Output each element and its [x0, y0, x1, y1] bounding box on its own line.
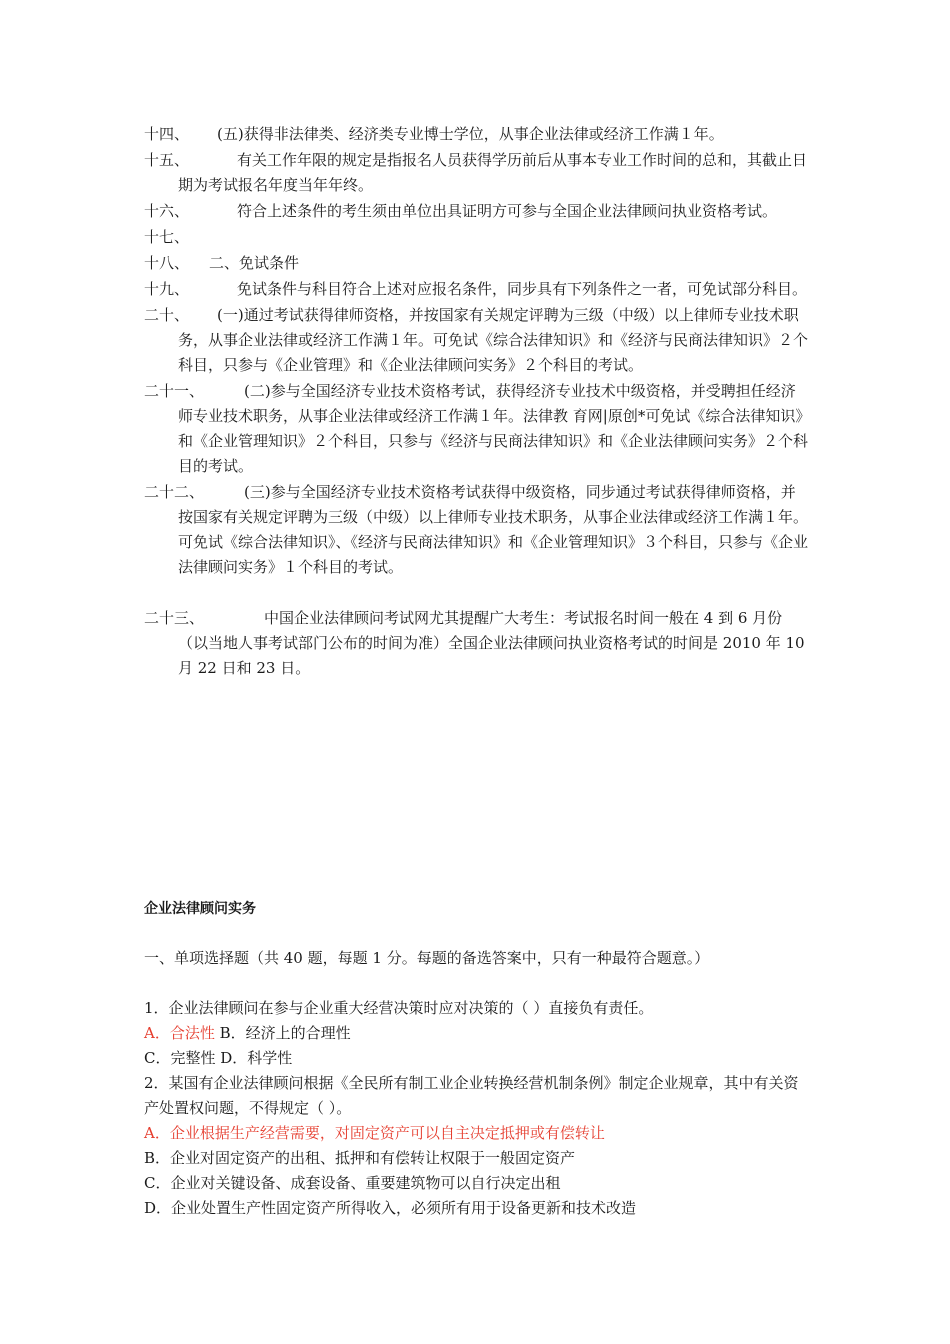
item-number: 十九、	[144, 280, 190, 298]
question-stem: 1．企业法律顾问在参与企业重大经营决策时应对决策的（ ）直接负有责任。	[144, 999, 654, 1017]
item-text: 中国企业法律顾问考试网尤其提醒广大考生：考试报名时间一般在 4 到 6 月份（以当地人事考试部门公布的时间为准）全国企业法律顾问执业资格考试的时间是 2010 年 10 月 22 日和 23 日。	[178, 609, 805, 677]
item-number: 二十二、	[144, 483, 205, 501]
item-text: (二)参与全国经济专业技术资格考试，获得经济专业技术中级资格，并受聘担任经济师专业技术职务，从事企业法律或经济工作满１年。法律教 育网|原创*可免试《综合法律知识》和《企业管理知识》２个科目，只参与《经济与民商法律知识》和《企业法律顾问实务》２个科目的考试。	[178, 382, 809, 475]
item-number: 十六、	[144, 202, 190, 220]
option-b: B．企业对固定资产的出租、抵押和有偿转让权限于一般固定资产	[144, 1149, 576, 1167]
answer-option-a: A．合法性	[144, 1024, 215, 1042]
numbered-list	[144, 122, 808, 682]
answer-option-a: A．企业根据生产经营需要，对固定资产可以自主决定抵押或有偿转让	[144, 1124, 605, 1142]
list-item-21	[144, 379, 808, 479]
blank-line	[144, 581, 808, 606]
question-1	[144, 996, 808, 1221]
list-item-14	[144, 122, 808, 147]
option-c: C．企业对关键设备、成套设备、重要建筑物可以自行决定出租	[144, 1174, 561, 1192]
option-b: B．经济上的合理性	[214, 1024, 351, 1042]
item-text: 免试条件与科目符合上述对应报名条件，同步具有下列条件之一者，可免试部分科目。	[237, 280, 808, 298]
item-number: 二十一、	[144, 382, 205, 400]
list-item-18	[144, 251, 808, 276]
item-text: 符合上述条件的考生须由单位出具证明方可参与全国企业法律顾问执业资格考试。	[237, 202, 778, 220]
item-number: 二十、	[144, 306, 190, 324]
list-item-15	[144, 148, 808, 198]
item-number: 十八、	[144, 254, 190, 272]
item-text: (三)参与全国经济专业技术资格考试获得中级资格，同步通过考试获得律师资格，并按国家有关规定评聘为三级（中级）以上律师专业技术职务，从事企业法律或经济工作满１年。可免试《综合法律知识》、《经济与民商法律知识》和《企业管理知识》３个科目，只参与《企业法律顾问实务》１个科目的考试。	[178, 483, 809, 576]
item-text: 二、免试条件	[209, 254, 300, 272]
section-title: 企业法律顾问实务	[144, 901, 256, 917]
section-intro-text: 一、单项选择题（共 40 题，每题 1 分。每题的备选答案中，只有一种最符合题意。）	[144, 949, 710, 967]
section-intro	[144, 946, 808, 971]
item-number: 十七、	[144, 228, 190, 246]
item-text: (五)获得非法律类、经济类专业博士学位，从事企业法律或经济工作满１年。	[217, 125, 724, 143]
item-text: 有关工作年限的规定是指报名人员获得学历前后从事本专业工作时间的总和，其截止日期为考试报名年度当年年终。	[178, 151, 808, 194]
options-row-ab	[144, 1021, 808, 1046]
list-item-16	[144, 199, 808, 224]
option-d: D．企业处置生产性固定资产所得收入，必须所有用于设备更新和技术改造	[144, 1199, 637, 1217]
question-stem: 2．某国有企业法律顾问根据《全民所有制工业企业转换经营机制条例》制定企业规章，其中有关资产处置权问题，不得规定（ ）。	[144, 1074, 799, 1117]
list-item-20	[144, 303, 808, 378]
item-number: 十四、	[144, 125, 190, 143]
list-item-17	[144, 225, 808, 250]
item-number: 二十三、	[144, 609, 205, 627]
list-item-19	[144, 277, 808, 302]
item-text: (一)通过考试获得律师资格，并按国家有关规定评聘为三级（中级）以上律师专业技术职务，从事企业法律或经济工作满１年。可免试《综合法律知识》和《经济与民商法律知识》２个科目，只参与《企业管理》和《企业法律顾问实务》２个科目的考试。	[178, 306, 809, 374]
item-number: 十五、	[144, 151, 190, 169]
list-item-23	[144, 606, 808, 681]
list-item-22	[144, 480, 808, 580]
options-row-cd: C．完整性 D．科学性	[144, 1049, 293, 1067]
